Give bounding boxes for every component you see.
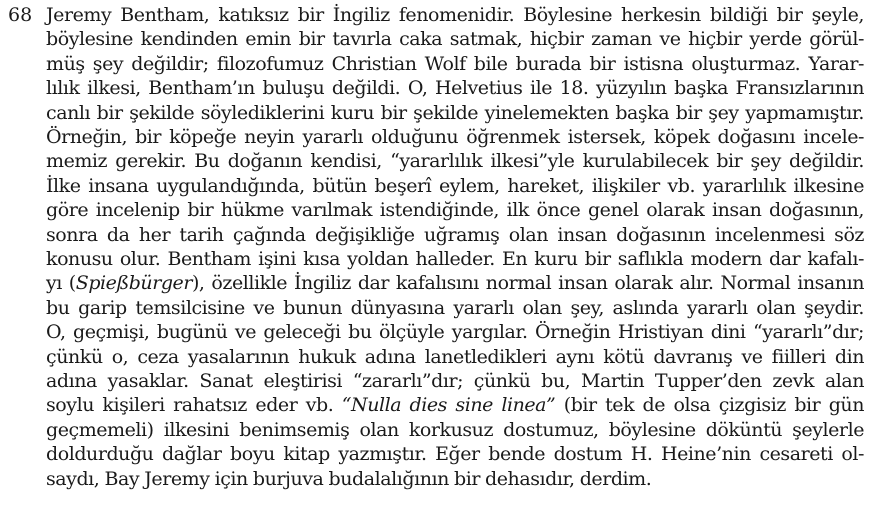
- text-run: müş şey değildir; filozofumuz Christian Wolf bile burada bir istisna oluşturmaz. Yarar-: [46, 52, 864, 75]
- text-run: İlke insana uygulandığında, bütün beşerî eylem, hareket, ilişkiler vb. yararlılık ilkesine: [46, 174, 864, 197]
- footnote-line: [46, 247, 864, 271]
- footnote-line: [46, 393, 864, 417]
- text-run: soylu kişileri rahatsız eder vb.: [46, 394, 342, 417]
- text-run: göre incelenip bir hükme varılmak istendiğinde, ilk önce genel olarak insan doğasının,: [46, 199, 864, 222]
- footnote-line: [46, 345, 864, 369]
- footnote-line: [46, 52, 864, 76]
- italic-phrase: “Nulla dies sine linea”: [341, 394, 556, 417]
- footnote-line: [46, 174, 864, 198]
- footnote-line: [46, 418, 864, 442]
- footnote-line: [46, 369, 864, 393]
- footnote-line: [46, 223, 864, 247]
- footnote-line: [46, 320, 864, 344]
- text-run: geçmemeli) ilkesini benimsemiş olan korkusuz dostumuz, böylesine döküntü şeylerle: [46, 418, 864, 441]
- text-run: böylesine kendinden emin bir tavırla caka satmak, hiçbir zaman ve hiçbir yerde görül-: [46, 28, 864, 51]
- text-run: bu garip temsilcisine ve bunun dünyasına yararlı olan şey, aslında yararlı olan şeydir.: [46, 296, 864, 319]
- footnote-line: [46, 76, 864, 100]
- text-run: doldurduğu dağlar boyu kitap yazmıştır. Eğer bende dostum H. Heine’nin cesareti ol-: [46, 443, 864, 466]
- footnote-line: [46, 125, 864, 149]
- text-run: yı (: [46, 272, 76, 295]
- text-run: O, geçmişi, bugünü ve geleceği bu ölçüyle yargılar. Örneğin Hristiyan dini “yararlı”dır;: [46, 321, 864, 344]
- italic-phrase: Spießbürger: [75, 272, 192, 295]
- footnote-number: 68: [8, 4, 33, 26]
- text-run: Örneğin, bir köpeğe neyin yararlı olduğunu öğrenmek istersek, köpek doğasını incele-: [46, 126, 864, 148]
- footnote-line: [46, 101, 864, 125]
- text-run: canlı bir şekilde söylediklerini kuru bir şekilde yinelemekten başka bir şey yapmamıştır.: [46, 101, 864, 124]
- footnote-line: [46, 198, 864, 222]
- text-run: çünkü o, ceza yasalarının hukuk adına lanetledikleri aynı kötü davranış ve fiilleri din: [46, 345, 864, 368]
- footnote-line: [46, 3, 864, 27]
- footnote-line: [46, 149, 864, 173]
- footnote-line: [46, 467, 864, 491]
- footnote-line: [46, 296, 864, 320]
- footnote-line: [46, 27, 864, 51]
- text-run: lılık ilkesi, Bentham’ın buluşu değildi. O, Helvetius ile 18. yüzyılın başka Fransızlarının: [46, 77, 864, 100]
- text-run: sonra da her tarih çağında değişikliğe uğramış olan insan doğasının incelenmesi söz: [46, 223, 864, 246]
- text-run: (bir tek de olsa çizgisiz bir gün: [555, 394, 864, 417]
- text-run: saydı, Bay Jeremy için burjuva budalalığının bir dehasıdır, derdim.: [46, 467, 652, 490]
- text-run: konusu olur. Bentham işini kısa yoldan halleder. En kuru bir saflıkla modern dar kafalı-: [46, 248, 864, 270]
- footnote-line: [46, 271, 864, 295]
- text-run: ), özellikle İngiliz dar kafalısını normal insan olarak alır. Normal insanın: [191, 272, 864, 295]
- footnote-line: [46, 442, 864, 466]
- text-run: adına yasaklar. Sanat eleştirisi “zararlı”dır; çünkü bu, Martin Tupper’den zevk alan: [46, 370, 864, 392]
- text-run: memiz gerekir. Bu doğanın kendisi, “yararlılık ilkesi”yle kurulabilecek bir şey değildir.: [46, 150, 864, 173]
- text-run: Jeremy Bentham, katıksız bir İngiliz fenomenidir. Böylesine herkesin bildiği bir şeyle,: [46, 4, 864, 26]
